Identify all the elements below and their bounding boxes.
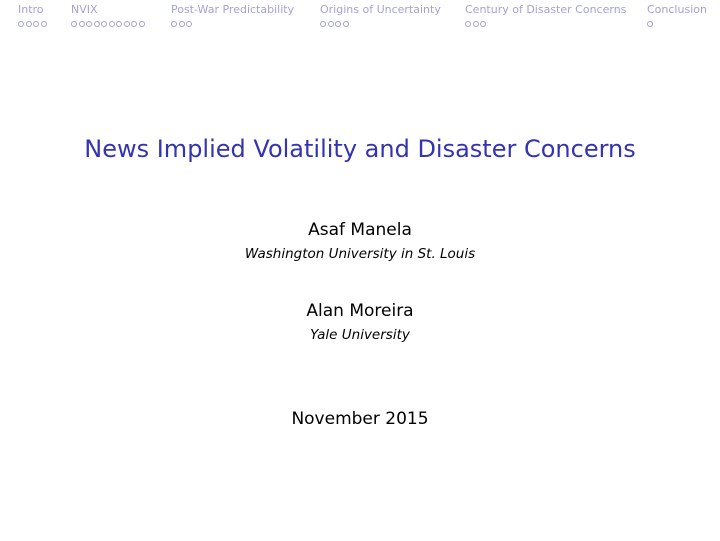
author-name-2: Alan Moreira bbox=[306, 301, 414, 321]
nav-frame-dot[interactable] bbox=[328, 21, 334, 27]
nav-frame-dot[interactable] bbox=[71, 21, 77, 27]
nav-frame-dot[interactable] bbox=[335, 21, 341, 27]
author-name-1: Asaf Manela bbox=[308, 220, 412, 240]
nav-frame-dot[interactable] bbox=[86, 21, 92, 27]
nav-section-nvix[interactable] bbox=[71, 3, 145, 27]
author-affiliation-2: Yale University bbox=[310, 327, 410, 343]
nav-frame-dot[interactable] bbox=[465, 21, 471, 27]
nav-frame-dot[interactable] bbox=[79, 21, 85, 27]
nav-frame-dots bbox=[18, 21, 47, 27]
nav-section-label: Origins of Uncertainty bbox=[320, 3, 441, 16]
nav-frame-dot[interactable] bbox=[343, 21, 349, 27]
nav-section-origins-of-uncertainty[interactable] bbox=[320, 3, 441, 27]
nav-section-label: Intro bbox=[18, 3, 44, 16]
nav-frame-dots bbox=[171, 21, 294, 27]
presentation-date: November 2015 bbox=[291, 409, 429, 429]
nav-frame-dot[interactable] bbox=[647, 21, 653, 27]
nav-frame-dot[interactable] bbox=[320, 21, 326, 27]
nav-frame-dot[interactable] bbox=[94, 21, 100, 27]
nav-frame-dot[interactable] bbox=[101, 21, 107, 27]
nav-frame-dots bbox=[71, 21, 145, 27]
nav-frame-dots bbox=[320, 21, 441, 27]
nav-section-century-of-disaster-concerns[interactable] bbox=[465, 3, 626, 27]
section-navigation bbox=[0, 0, 720, 38]
nav-frame-dot[interactable] bbox=[33, 21, 39, 27]
slide-title: News Implied Volatility and Disaster Concerns bbox=[84, 135, 636, 163]
nav-section-post-war-predictability[interactable] bbox=[171, 3, 294, 27]
nav-frame-dot[interactable] bbox=[131, 21, 137, 27]
nav-section-label: NVIX bbox=[71, 3, 98, 16]
nav-frame-dot[interactable] bbox=[480, 21, 486, 27]
nav-frame-dot[interactable] bbox=[139, 21, 145, 27]
nav-section-label: Century of Disaster Concerns bbox=[465, 3, 627, 16]
nav-frame-dot[interactable] bbox=[473, 21, 479, 27]
nav-section-label: Conclusion bbox=[647, 3, 707, 16]
nav-section-label: Post-War Predictability bbox=[171, 3, 295, 16]
author-affiliation-1: Washington University in St. Louis bbox=[244, 246, 476, 262]
nav-section-intro[interactable] bbox=[18, 3, 47, 27]
nav-section-conclusion[interactable] bbox=[647, 3, 707, 27]
nav-frame-dots bbox=[465, 21, 626, 27]
nav-frame-dot[interactable] bbox=[18, 21, 24, 27]
nav-frame-dots bbox=[647, 21, 707, 27]
nav-frame-dot[interactable] bbox=[26, 21, 32, 27]
nav-frame-dot[interactable] bbox=[124, 21, 130, 27]
nav-frame-dot[interactable] bbox=[179, 21, 185, 27]
nav-frame-dot[interactable] bbox=[116, 21, 122, 27]
nav-frame-dot[interactable] bbox=[109, 21, 115, 27]
nav-frame-dot[interactable] bbox=[171, 21, 177, 27]
nav-frame-dot[interactable] bbox=[186, 21, 192, 27]
nav-frame-dot[interactable] bbox=[41, 21, 47, 27]
